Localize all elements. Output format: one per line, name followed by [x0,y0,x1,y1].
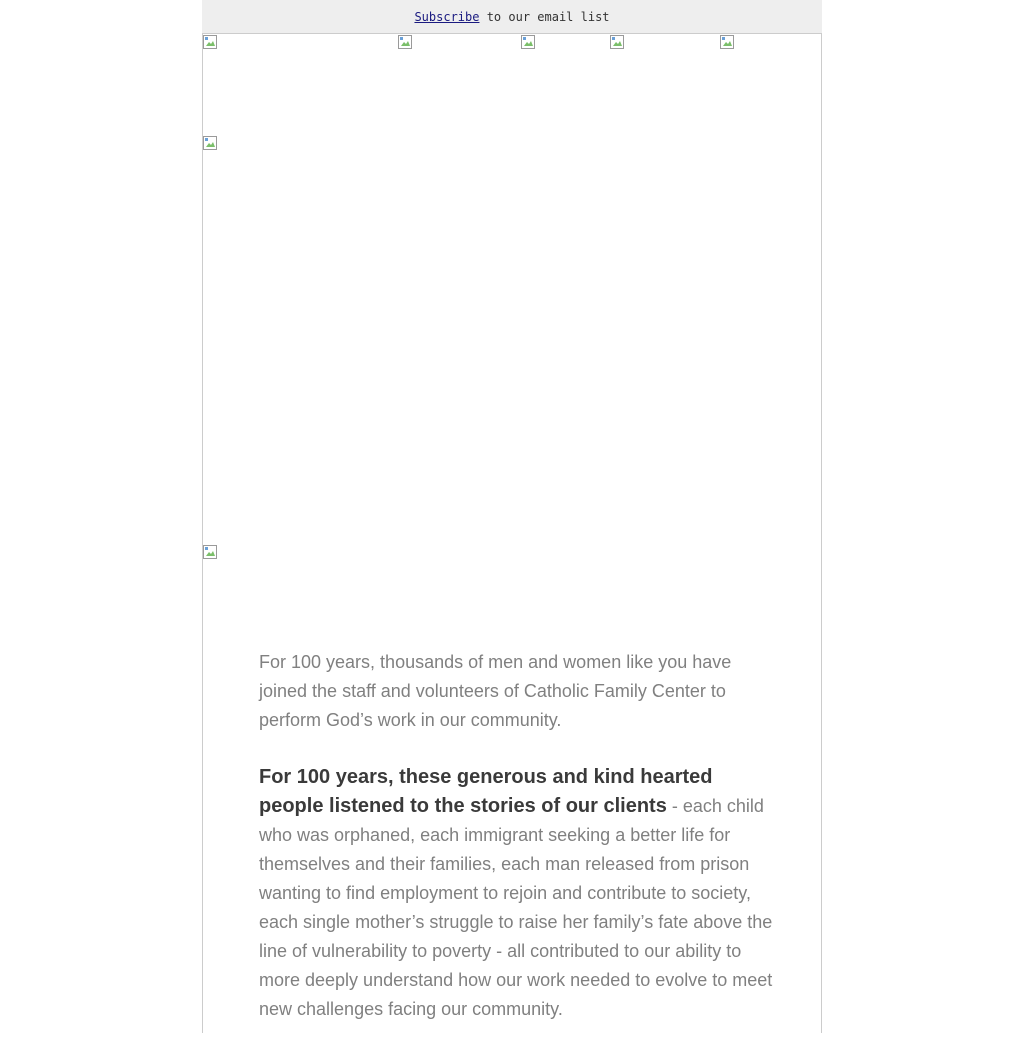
email-subscribe-bar [202,0,822,33]
header-image-4-icon[interactable] [610,35,626,51]
header-image-1-icon[interactable] [203,35,219,51]
email-content [202,33,822,1033]
header-image-5-icon[interactable] [720,35,736,51]
subscribe-link[interactable]: Subscribe [414,10,480,24]
stories-lead: For 100 years, these generous and kind hearted people listened to the stories of our clients [259,766,713,817]
stories-text: - each child who was orphaned, each immigrant seeking a better life for themselves and their families, each man released from prison wanting to find employment to rejoin and contribute to society, each single mother’s struggle to raise her family’s fate above the line of vulnerability to poverty - all contributed to our ability to more deeply understand how our work needed to evolve to meet new challenges facing our community. [259,796,773,1019]
header-image-3-icon[interactable] [521,35,537,51]
header-image-2-icon[interactable] [398,35,414,51]
intro-paragraph: For 100 years, thousands of men and women like you have joined the staff and volunteers of Catholic Family Center to perform God’s work in our community. [259,652,732,730]
subscribe-text: to our email list [479,10,610,24]
hero-image-icon [203,136,219,152]
section-image-icon [203,545,219,561]
body-copy [259,648,775,1052]
stories-paragraph [259,763,775,1024]
